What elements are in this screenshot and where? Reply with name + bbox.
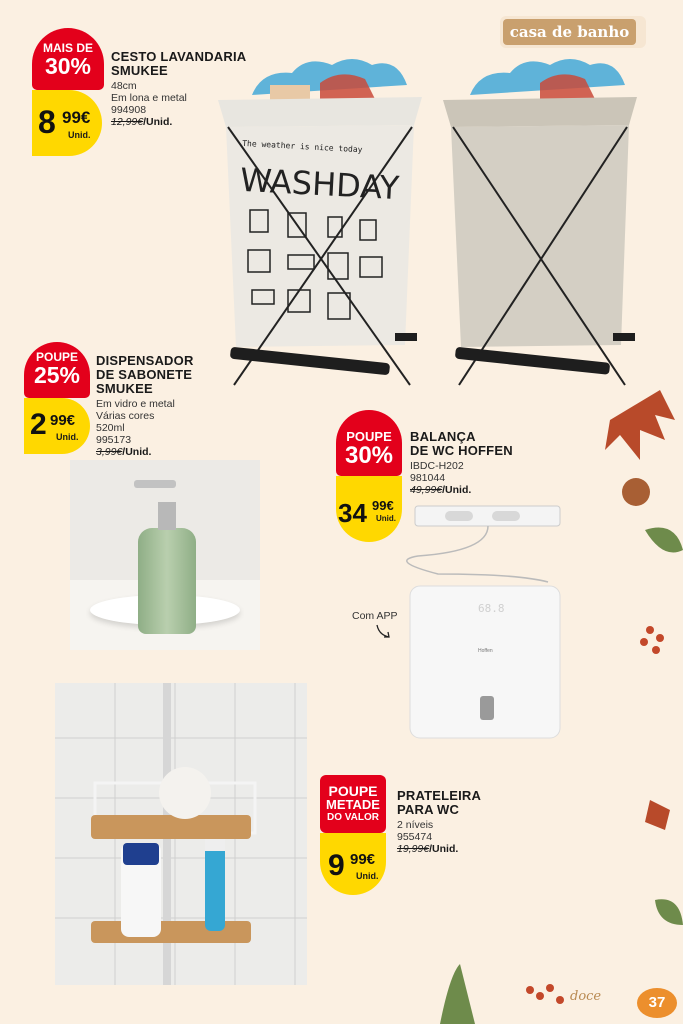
tile-wall <box>55 683 307 985</box>
price-unit: Unid. <box>56 432 79 442</box>
price-tag <box>336 476 402 542</box>
product-title: DE SABONETE <box>96 367 193 382</box>
product-desc: Várias cores <box>96 410 155 422</box>
old-price: 19,99€/Unid. <box>397 843 459 855</box>
product-title: BALANÇA <box>410 429 476 444</box>
badge-percent: 25% <box>33 362 81 388</box>
product-desc: 48cm <box>111 80 137 92</box>
product-code: 994908 <box>111 104 147 116</box>
discount-badge <box>336 410 402 476</box>
product-title: DE WC HOFFEN <box>410 443 513 458</box>
price-integer: 34 <box>338 498 367 528</box>
product-info <box>410 430 550 496</box>
product-desc: Em vidro e metal <box>96 398 175 410</box>
product-title: SMUKEE <box>96 381 153 396</box>
price-integer: 8 <box>38 104 56 140</box>
product-title: DISPENSADOR <box>96 353 194 368</box>
hamper-print-title: WASHDAY <box>239 160 401 208</box>
product-title: PRATELEIRA <box>397 788 482 803</box>
price-integer: 9 <box>328 849 345 882</box>
price-cents: 99€ <box>372 498 394 513</box>
product-desc: 2 níveis <box>397 819 434 831</box>
discount-badge <box>24 342 90 398</box>
product-title: SMUKEE <box>111 63 168 78</box>
scale-image <box>400 500 575 750</box>
product-code: 955474 <box>397 831 433 843</box>
badge-line: METADE <box>326 797 380 812</box>
badge-line: POUPE <box>328 783 378 799</box>
section-tag <box>500 16 646 48</box>
price-unit: Unid. <box>376 514 396 523</box>
product-title: PARA WC <box>397 802 460 817</box>
price-cents: 99€ <box>350 851 376 868</box>
autumn-leaves-decoration <box>420 960 610 1024</box>
product-title: CESTO LAVANDARIA <box>111 49 247 64</box>
old-price: 12,99€/Unid. <box>111 116 173 128</box>
laundry-hamper-image <box>200 55 440 405</box>
badge-percent: 30% <box>344 442 394 469</box>
badge-line: DO VALOR <box>326 812 380 823</box>
badge-prefix: MAIS DE <box>42 41 93 55</box>
scale-display: 68.8 <box>478 602 505 615</box>
price-cents: 99€ <box>62 108 91 127</box>
product-info <box>96 354 216 458</box>
price-unit: Unid. <box>68 130 91 140</box>
soap-dispenser-photo <box>70 460 260 650</box>
page-number: 37 <box>637 988 677 1018</box>
product-desc: 520ml <box>96 422 125 434</box>
product-code: 995173 <box>96 434 132 446</box>
product-desc: Em lona e metal <box>111 92 187 104</box>
laundry-hamper-image <box>425 55 655 405</box>
curved-arrow-icon <box>374 622 394 642</box>
old-price: 49,99€/Unid. <box>410 484 472 496</box>
app-note-text: Com APP <box>352 610 398 622</box>
product-code: 981044 <box>410 472 446 484</box>
old-price: 3,99€/Unid. <box>96 446 152 458</box>
badge-prefix: POUPE <box>346 429 392 444</box>
price-unit: Unid. <box>356 871 379 881</box>
app-note <box>352 610 398 647</box>
section-label: casa de banho <box>503 19 636 45</box>
discount-badge <box>32 28 104 90</box>
price-integer: 2 <box>30 408 47 441</box>
badge-prefix: POUPE <box>35 350 78 364</box>
product-info <box>397 789 537 855</box>
discount-badge <box>320 775 386 833</box>
price-cents: 99€ <box>50 412 76 429</box>
shower-shelf-photo <box>55 683 307 985</box>
badge-percent: 30% <box>44 53 92 79</box>
price-tag <box>320 833 386 895</box>
product-desc: IBDC-H202 <box>410 460 464 472</box>
footer-script: doce <box>570 989 602 1004</box>
autumn-leaves-decoration <box>600 380 683 980</box>
scale-brand: Hoffen <box>478 648 493 654</box>
hamper-print-line: The weather is nice today <box>242 138 363 155</box>
price-tag <box>32 90 102 156</box>
price-tag <box>24 398 90 454</box>
